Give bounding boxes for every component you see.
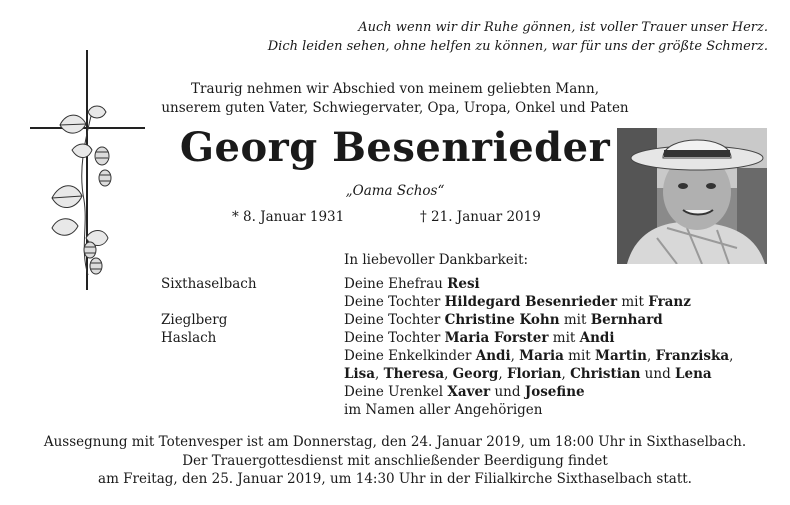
family-member-name: Franziska <box>655 348 730 364</box>
family-member-name: Georg <box>452 366 499 382</box>
poem-line-1: Auch wenn wir dir Ruhe gönnen, ist voller Trauer unser Herz. <box>358 20 768 35</box>
family-line <box>344 329 733 347</box>
family-text: , <box>498 366 507 382</box>
family-member-name: Christian <box>570 366 641 382</box>
family-text: Deine Ehefrau <box>344 276 448 292</box>
family-member-name: Josefine <box>524 384 585 400</box>
death-date: † 21. Januar 2019 <box>420 209 541 225</box>
family-line <box>344 365 733 383</box>
family-text: Deine Tochter <box>344 330 445 346</box>
family-member-name: Florian <box>506 366 562 382</box>
family-text: , <box>729 348 734 364</box>
family-text: mit <box>617 294 649 310</box>
family-member-name: Lisa <box>344 366 375 382</box>
family-text: , <box>561 366 571 382</box>
intro-line-2: unserem guten Vater, Schwiegervater, Opa, Uropa, Onkel und Paten <box>161 100 629 116</box>
family-member-name: Maria <box>519 348 564 364</box>
thanks-heading: In liebevoller Dankbarkeit: <box>344 252 529 268</box>
deceased-nickname: „Oama Schos“ <box>345 183 445 199</box>
family-line <box>344 401 733 419</box>
service-line-2: Der Trauergottesdienst mit anschließender Beerdigung findet <box>182 452 608 469</box>
family-member-name: Andi <box>579 330 615 346</box>
family-text: Deine Enkelkinder <box>344 348 476 364</box>
family-text: , <box>374 366 384 382</box>
intro <box>150 80 640 118</box>
family-member-name: Bernhard <box>590 312 663 328</box>
family-text: und <box>490 384 525 400</box>
poem <box>268 18 768 56</box>
service-line-1: Aussegnung mit Totenvesper ist am Donnerstag, den 24. Januar 2019, um 18:00 Uhr in Sixthaselbach. <box>43 434 747 450</box>
cross-with-hops-icon <box>30 50 145 290</box>
family-text: mit <box>563 348 595 364</box>
family-member-name: Maria Forster <box>444 330 549 346</box>
family-text: , <box>444 366 453 382</box>
poem-line-2: Dich leiden sehen, ohne helfen zu können, war für uns der größte Schmerz. <box>267 39 768 54</box>
places-list <box>161 275 257 347</box>
place-name: Sixthaselbach <box>161 276 257 292</box>
service-line-3: am Freitag, den 25. Januar 2019, um 14:30 Uhr in der Filialkirche Sixthaselbach statt. <box>98 471 692 487</box>
family-member-name: Andi <box>475 348 511 364</box>
family-member-name: Franz <box>648 294 691 310</box>
family-member-name: Christine Kohn <box>444 312 560 328</box>
family-line <box>344 383 733 401</box>
family-line <box>344 293 733 311</box>
place-name <box>161 293 257 311</box>
intro-line-1: Traurig nehmen wir Abschied von meinem geliebten Mann, <box>191 81 599 97</box>
family-line <box>344 275 733 293</box>
family-text: mit <box>548 330 580 346</box>
family-text: und <box>640 366 676 382</box>
family-member-name: Hildegard Besenrieder <box>444 294 618 310</box>
family-member-name: Theresa <box>383 366 445 382</box>
family-member-name: Resi <box>447 276 480 292</box>
family-text: , <box>646 348 656 364</box>
family-line <box>344 347 733 365</box>
family-text: im Namen aller Angehörigen <box>344 402 543 418</box>
deceased-name: Georg Besenrieder <box>179 124 611 171</box>
place-name: Haslach <box>161 330 217 346</box>
birth-date: * 8. Januar 1931 <box>232 209 345 225</box>
family-text: Deine Urenkel <box>344 384 448 400</box>
family-line <box>344 311 733 329</box>
portrait-photo <box>617 128 767 264</box>
family-text: , <box>510 348 520 364</box>
family-text: mit <box>559 312 591 328</box>
family-text: Deine Tochter <box>344 294 445 310</box>
service-info <box>0 433 790 489</box>
family-list <box>344 275 733 419</box>
family-member-name: Lena <box>675 366 712 382</box>
family-text: Deine Tochter <box>344 312 445 328</box>
family-member-name: Xaver <box>447 384 491 400</box>
place-name: Zieglberg <box>161 312 228 328</box>
family-member-name: Martin <box>595 348 647 364</box>
